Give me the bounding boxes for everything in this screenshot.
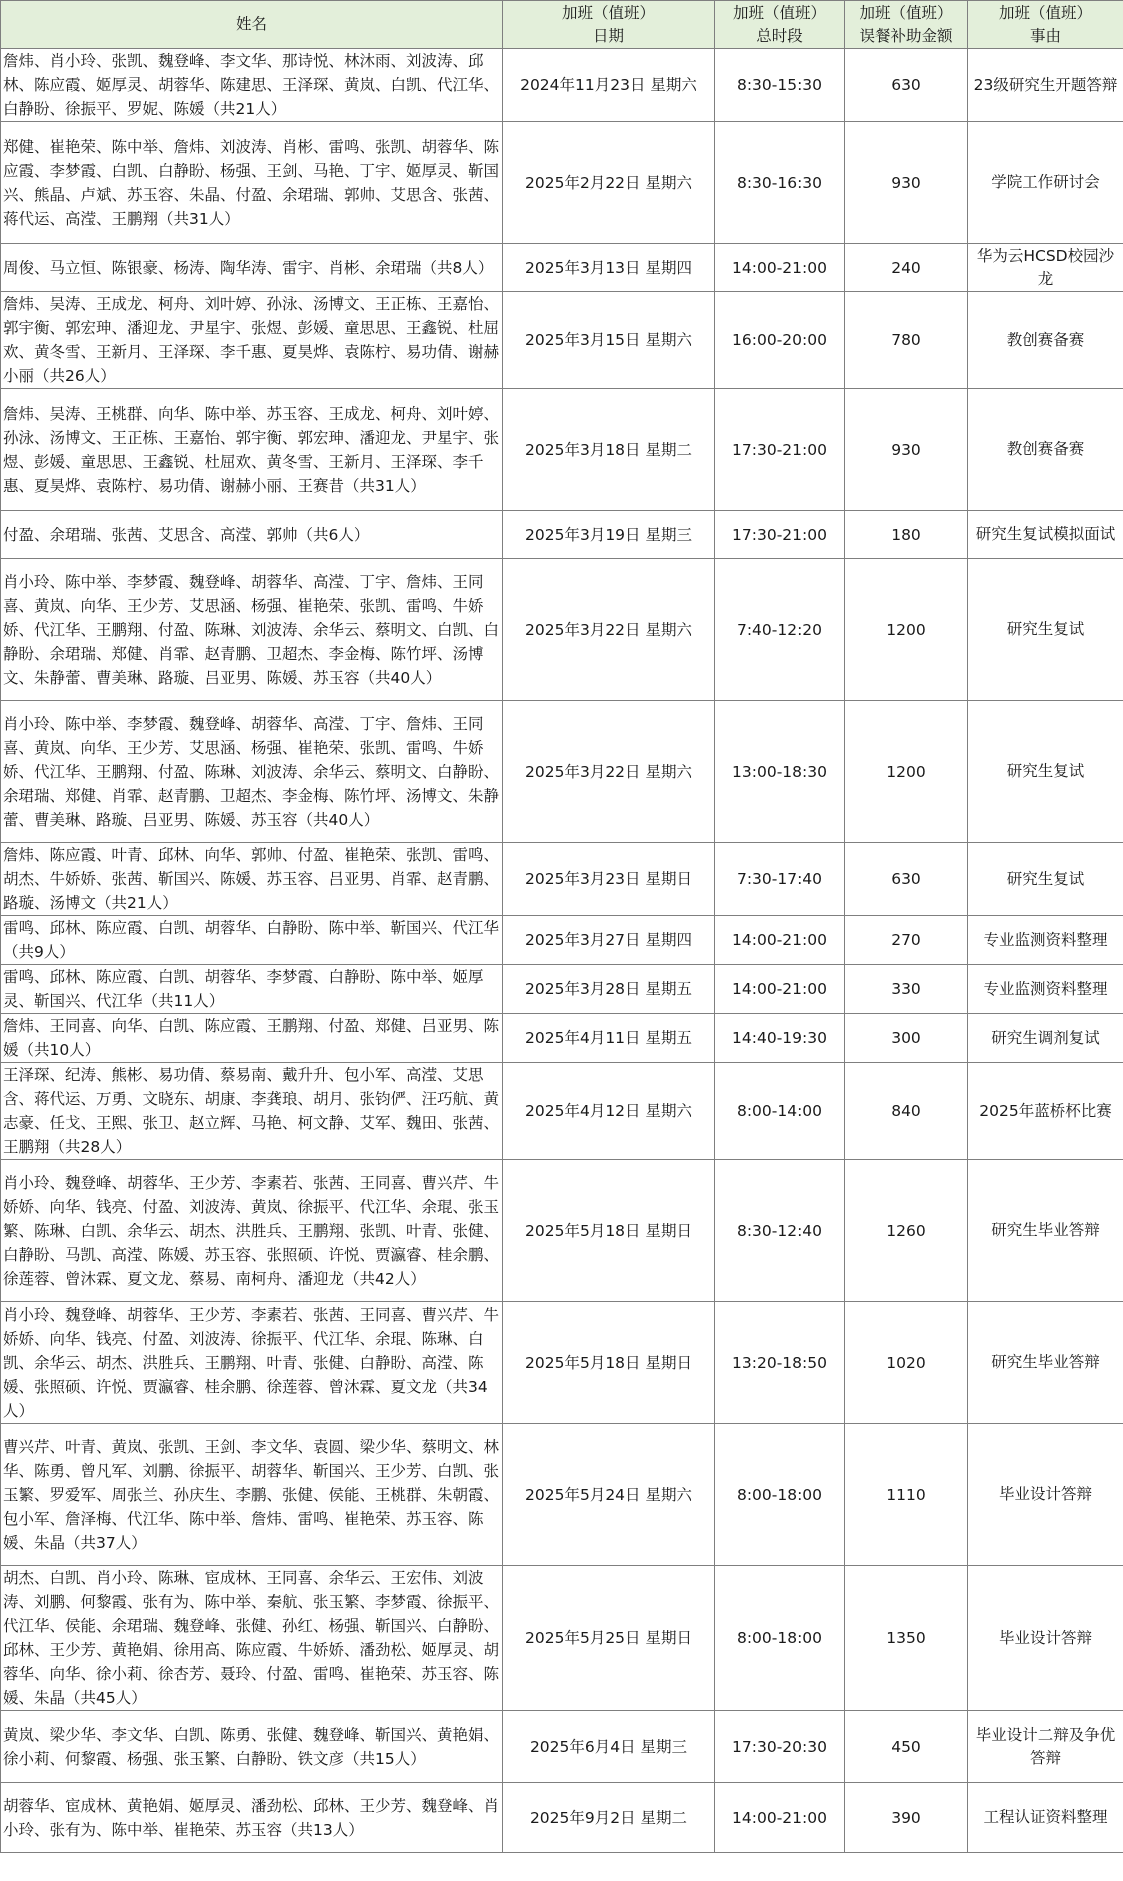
reason-cell: 专业监测资料整理: [968, 965, 1123, 1014]
date-cell: 2025年6月4日 星期三: [503, 1711, 715, 1783]
names-cell: 詹炜、王同喜、向华、白凯、陈应霞、王鹏翔、付盈、郑健、吕亚男、陈媛（共10人）: [1, 1014, 503, 1063]
hours-cell: 16:00-20:00: [715, 292, 845, 389]
reason-cell: 研究生调剂复试: [968, 1014, 1123, 1063]
date-cell: 2025年4月12日 星期六: [503, 1063, 715, 1160]
reason-cell: 华为云HCSD校园沙龙: [968, 244, 1123, 292]
hours-cell: 14:40-19:30: [715, 1014, 845, 1063]
reason-cell: 毕业设计答辩: [968, 1566, 1123, 1711]
names-cell: 肖小玲、陈中举、李梦霞、魏登峰、胡蓉华、高滢、丁宇、詹炜、王同喜、黄岚、向华、王少芳、艾思涵、杨强、崔艳荣、张凯、雷鸣、牛娇娇、代江华、王鹏翔、付盈、陈琳、刘波涛、余华云、蔡明文、白凯、白静盼、余珺瑞、郑健、肖霏、赵青鹏、卫超杰、李金梅、陈竹坪、汤博文、朱静蕾、曹美琳、路璇、吕亚男、陈媛、苏玉容（共40人）: [1, 559, 503, 701]
reason-cell: 研究生复试: [968, 701, 1123, 843]
hours-cell: 8:00-18:00: [715, 1566, 845, 1711]
table-row: [1, 1160, 1123, 1302]
reason-cell: 工程认证资料整理: [968, 1783, 1123, 1853]
amount-cell: 180: [845, 511, 968, 559]
hours-cell: 13:00-18:30: [715, 701, 845, 843]
amount-cell: 390: [845, 1783, 968, 1853]
hours-cell: 14:00-21:00: [715, 965, 845, 1014]
names-cell: 雷鸣、邱林、陈应霞、白凯、胡蓉华、李梦霞、白静盼、陈中举、姬厚灵、靳国兴、代江华（共11人）: [1, 965, 503, 1014]
amount-cell: 630: [845, 843, 968, 916]
header-amount: 加班（值班） 误餐补助金额: [845, 1, 968, 49]
hours-cell: 7:30-17:40: [715, 843, 845, 916]
amount-cell: 240: [845, 244, 968, 292]
header-reason: 加班（值班） 事由: [968, 1, 1123, 49]
amount-cell: 1200: [845, 559, 968, 701]
hours-cell: 8:30-12:40: [715, 1160, 845, 1302]
names-cell: 王泽琛、纪涛、熊彬、易功倩、蔡易南、戴升升、包小军、高滢、艾思含、蒋代运、万勇、文晓东、胡康、李龚琅、胡月、张钧俨、汪巧航、黄志豪、任戈、王熙、张卫、赵立辉、马艳、柯文静、艾军、魏田、张茜、王鹏翔（共28人）: [1, 1063, 503, 1160]
date-cell: 2025年5月18日 星期日: [503, 1302, 715, 1424]
names-cell: 詹炜、肖小玲、张凯、魏登峰、李文华、那诗悦、林沐雨、刘波涛、邱林、陈应霞、姬厚灵、胡蓉华、陈建思、王泽琛、黄岚、白凯、代江华、白静盼、徐振平、罗妮、陈媛（共21人）: [1, 49, 503, 122]
reason-cell: 2025年蓝桥杯比赛: [968, 1063, 1123, 1160]
date-cell: 2025年3月28日 星期五: [503, 965, 715, 1014]
amount-cell: 1110: [845, 1424, 968, 1566]
names-cell: 付盈、余珺瑞、张茜、艾思含、高滢、郭帅（共6人）: [1, 511, 503, 559]
hours-cell: 8:00-18:00: [715, 1424, 845, 1566]
date-cell: 2025年3月15日 星期六: [503, 292, 715, 389]
table-row: [1, 916, 1123, 965]
table-row: [1, 511, 1123, 559]
amount-cell: 330: [845, 965, 968, 1014]
amount-cell: 930: [845, 389, 968, 511]
names-cell: 肖小玲、陈中举、李梦霞、魏登峰、胡蓉华、高滢、丁宇、詹炜、王同喜、黄岚、向华、王少芳、艾思涵、杨强、崔艳荣、张凯、雷鸣、牛娇娇、代江华、王鹏翔、付盈、陈琳、刘波涛、余华云、蔡明文、白静盼、余珺瑞、郑健、肖霏、赵青鹏、卫超杰、李金梅、陈竹坪、汤博文、朱静蕾、曹美琳、路璇、吕亚男、陈媛、苏玉容（共40人）: [1, 701, 503, 843]
date-cell: 2025年2月22日 星期六: [503, 122, 715, 244]
hours-cell: 8:30-15:30: [715, 49, 845, 122]
date-cell: 2025年9月2日 星期二: [503, 1783, 715, 1853]
reason-cell: 研究生毕业答辩: [968, 1160, 1123, 1302]
amount-cell: 1260: [845, 1160, 968, 1302]
amount-cell: 780: [845, 292, 968, 389]
names-cell: 肖小玲、魏登峰、胡蓉华、王少芳、李素若、张茜、王同喜、曹兴芹、牛娇娇、向华、钱亮、付盈、刘波涛、徐振平、代江华、余琨、陈琳、白凯、余华云、胡杰、洪胜兵、王鹏翔、叶青、张健、白静盼、高滢、陈媛、张照硕、许悦、贾瀛睿、桂余鹏、徐莲蓉、曾沐霖、夏文龙（共34人）: [1, 1302, 503, 1424]
amount-cell: 450: [845, 1711, 968, 1783]
table-row: [1, 701, 1123, 843]
date-cell: 2025年4月11日 星期五: [503, 1014, 715, 1063]
amount-cell: 270: [845, 916, 968, 965]
names-cell: 周俊、马立恒、陈银豪、杨涛、陶华涛、雷宇、肖彬、余珺瑞（共8人）: [1, 244, 503, 292]
names-cell: 黄岚、梁少华、李文华、白凯、陈勇、张健、魏登峰、靳国兴、黄艳娟、徐小莉、何黎霞、杨强、张玉繁、白静盼、铁文彦（共15人）: [1, 1711, 503, 1783]
date-cell: 2025年5月18日 星期日: [503, 1160, 715, 1302]
date-cell: 2025年3月22日 星期六: [503, 701, 715, 843]
amount-cell: 840: [845, 1063, 968, 1160]
reason-cell: 研究生复试: [968, 843, 1123, 916]
reason-cell: 研究生复试: [968, 559, 1123, 701]
header-row: [1, 1, 1123, 49]
reason-cell: 毕业设计二辩及争优答辩: [968, 1711, 1123, 1783]
names-cell: 詹炜、吴涛、王成龙、柯舟、刘叶婷、孙泳、汤博文、王正栋、王嘉怡、郭宇衡、郭宏珅、潘迎龙、尹星宇、张煜、彭媛、童思思、王鑫锐、杜屈欢、黄冬雪、王新月、王泽琛、李千惠、夏昊烨、袁陈柠、易功倩、谢赫小丽（共26人）: [1, 292, 503, 389]
date-cell: 2025年3月18日 星期二: [503, 389, 715, 511]
reason-cell: 23级研究生开题答辩: [968, 49, 1123, 122]
table-row: [1, 1783, 1123, 1853]
names-cell: 胡杰、白凯、肖小玲、陈琳、宦成林、王同喜、余华云、王宏伟、刘波涛、刘鹏、何黎霞、张有为、陈中举、秦航、张玉繁、李梦霞、徐振平、代江华、侯能、余珺瑞、魏登峰、张健、孙红、杨强、靳国兴、白静盼、邱林、王少芳、黄艳娟、徐用高、陈应霞、牛娇娇、潘劲松、姬厚灵、胡蓉华、向华、徐小莉、徐杏芳、聂玲、付盈、雷鸣、崔艳荣、苏玉容、陈媛、朱晶（共45人）: [1, 1566, 503, 1711]
reason-cell: 教创赛备赛: [968, 292, 1123, 389]
date-cell: 2025年5月25日 星期日: [503, 1566, 715, 1711]
amount-cell: 300: [845, 1014, 968, 1063]
amount-cell: 930: [845, 122, 968, 244]
reason-cell: 专业监测资料整理: [968, 916, 1123, 965]
table-row: [1, 49, 1123, 122]
names-cell: 胡蓉华、宦成林、黄艳娟、姬厚灵、潘劲松、邱林、王少芳、魏登峰、肖小玲、张有为、陈中举、崔艳荣、苏玉容（共13人）: [1, 1783, 503, 1853]
hours-cell: 14:00-21:00: [715, 1783, 845, 1853]
hours-cell: 7:40-12:20: [715, 559, 845, 701]
amount-cell: 1200: [845, 701, 968, 843]
table-row: [1, 1302, 1123, 1424]
table-row: [1, 389, 1123, 511]
date-cell: 2025年3月23日 星期日: [503, 843, 715, 916]
table-row: [1, 244, 1123, 292]
table-row: [1, 1424, 1123, 1566]
names-cell: 曹兴芹、叶青、黄岚、张凯、王剑、李文华、袁圆、梁少华、蔡明文、林华、陈勇、曾凡军、刘鹏、徐振平、胡蓉华、靳国兴、王少芳、白凯、张玉繁、罗爱军、周张兰、孙庆生、李鹏、张健、侯能、王桃群、朱朝霞、包小军、詹泽梅、代江华、陈中举、詹炜、雷鸣、崔艳荣、苏玉容、陈媛、朱晶（共37人）: [1, 1424, 503, 1566]
reason-cell: 学院工作研讨会: [968, 122, 1123, 244]
hours-cell: 8:00-14:00: [715, 1063, 845, 1160]
amount-cell: 630: [845, 49, 968, 122]
date-cell: 2024年11月23日 星期六: [503, 49, 715, 122]
table-row: [1, 965, 1123, 1014]
hours-cell: 17:30-20:30: [715, 1711, 845, 1783]
table-row: [1, 292, 1123, 389]
hours-cell: 14:00-21:00: [715, 244, 845, 292]
names-cell: 詹炜、陈应霞、叶青、邱林、向华、郭帅、付盈、崔艳荣、张凯、雷鸣、胡杰、牛娇娇、张茜、靳国兴、陈媛、苏玉容、吕亚男、肖霏、赵青鹏、路璇、汤博文（共21人）: [1, 843, 503, 916]
table-row: [1, 1014, 1123, 1063]
date-cell: 2025年3月27日 星期四: [503, 916, 715, 965]
hours-cell: 17:30-21:00: [715, 511, 845, 559]
reason-cell: 研究生复试模拟面试: [968, 511, 1123, 559]
hours-cell: 8:30-16:30: [715, 122, 845, 244]
header-date: 加班（值班） 日期: [503, 1, 715, 49]
date-cell: 2025年3月22日 星期六: [503, 559, 715, 701]
table-row: [1, 122, 1123, 244]
hours-cell: 17:30-21:00: [715, 389, 845, 511]
table-row: [1, 1566, 1123, 1711]
reason-cell: 毕业设计答辩: [968, 1424, 1123, 1566]
date-cell: 2025年5月24日 星期六: [503, 1424, 715, 1566]
hours-cell: 14:00-21:00: [715, 916, 845, 965]
date-cell: 2025年3月19日 星期三: [503, 511, 715, 559]
table-row: [1, 843, 1123, 916]
header-hours: 加班（值班） 总时段: [715, 1, 845, 49]
hours-cell: 13:20-18:50: [715, 1302, 845, 1424]
names-cell: 肖小玲、魏登峰、胡蓉华、王少芳、李素若、张茜、王同喜、曹兴芹、牛娇娇、向华、钱亮、付盈、刘波涛、黄岚、徐振平、代江华、余琨、张玉繁、陈琳、白凯、余华云、胡杰、洪胜兵、王鹏翔、张凯、叶青、张健、白静盼、马凯、高滢、陈媛、苏玉容、张照硕、许悦、贾瀛睿、桂余鹏、徐莲蓉、曾沐霖、夏文龙、蔡易、南柯舟、潘迎龙（共42人）: [1, 1160, 503, 1302]
reason-cell: 教创赛备赛: [968, 389, 1123, 511]
table-row: [1, 1711, 1123, 1783]
names-cell: 雷鸣、邱林、陈应霞、白凯、胡蓉华、白静盼、陈中举、靳国兴、代江华（共9人）: [1, 916, 503, 965]
amount-cell: 1020: [845, 1302, 968, 1424]
reason-cell: 研究生毕业答辩: [968, 1302, 1123, 1424]
amount-cell: 1350: [845, 1566, 968, 1711]
table-row: [1, 559, 1123, 701]
date-cell: 2025年3月13日 星期四: [503, 244, 715, 292]
names-cell: 詹炜、吴涛、王桃群、向华、陈中举、苏玉容、王成龙、柯舟、刘叶婷、孙泳、汤博文、王正栋、王嘉怡、郭宇衡、郭宏珅、潘迎龙、尹星宇、张煜、彭媛、童思思、王鑫锐、杜屈欢、黄冬雪、王新月、王泽琛、李千惠、夏昊烨、袁陈柠、易功倩、谢赫小丽、王赛昔（共31人）: [1, 389, 503, 511]
names-cell: 郑健、崔艳荣、陈中举、詹炜、刘波涛、肖彬、雷鸣、张凯、胡蓉华、陈应霞、李梦霞、白凯、白静盼、杨强、王剑、马艳、丁宇、姬厚灵、靳国兴、熊晶、卢斌、苏玉容、朱晶、付盈、余珺瑞、郭帅、艾思含、张茜、蒋代运、高滢、王鹏翔（共31人）: [1, 122, 503, 244]
table-row: [1, 1063, 1123, 1160]
header-names: 姓名: [1, 1, 503, 49]
